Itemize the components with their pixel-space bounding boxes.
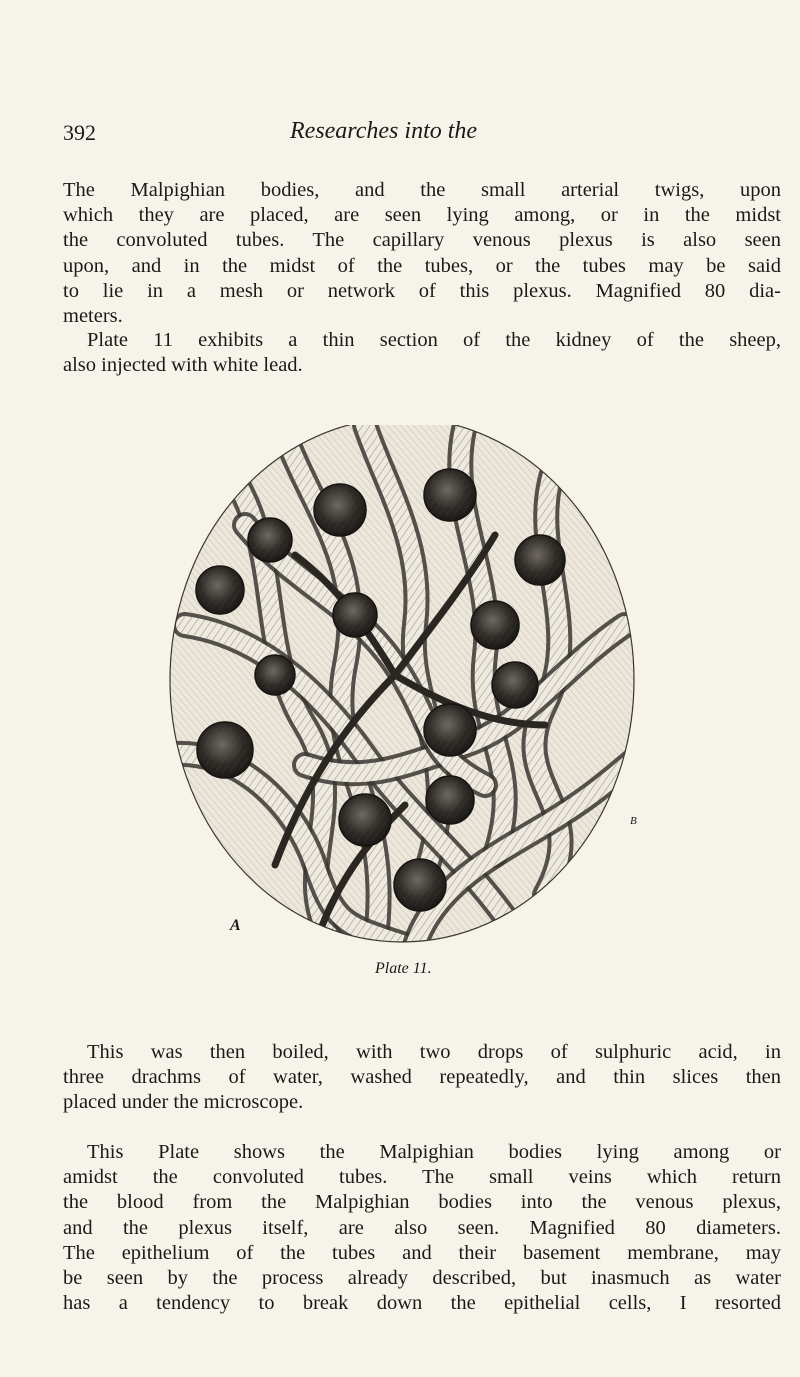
text-line: The epithelium of the tubes and their basement membrane, may bbox=[63, 1241, 781, 1264]
plate-11-illustration bbox=[165, 425, 640, 945]
text-line: has a tendency to break down the epithelial cells, I resorted bbox=[63, 1292, 781, 1315]
text-line: three drachms of water, washed repeatedly, and thin slices then bbox=[63, 1066, 781, 1089]
text-line: This was then boiled, with two drops of sulphuric acid, in bbox=[87, 1041, 781, 1063]
page-header bbox=[63, 120, 763, 160]
text-line: be seen by the process already described, but inasmuch as water bbox=[63, 1267, 781, 1290]
kidney-section-drawing bbox=[165, 425, 640, 945]
paragraph-malpighian-bodies bbox=[63, 178, 781, 329]
figure-label-a: A bbox=[230, 917, 241, 934]
glomerulus-texture bbox=[428, 473, 472, 517]
plate-caption: Plate 11. bbox=[375, 960, 432, 977]
paragraph-plate-11-intro bbox=[63, 328, 781, 378]
paragraph-plate-description bbox=[63, 1140, 781, 1316]
glomerulus-texture bbox=[252, 522, 288, 558]
glomerulus-texture bbox=[519, 539, 561, 581]
glomerulus-texture bbox=[318, 488, 362, 532]
glomerulus-texture bbox=[200, 570, 240, 610]
paragraph-preparation bbox=[63, 1040, 781, 1116]
text-line: amidst the convoluted tubes. The small veins which return bbox=[63, 1166, 781, 1189]
text-line: also injected with white lead. bbox=[63, 354, 303, 377]
text-line: the blood from the Malpighian bodies into the venous plexus, bbox=[63, 1191, 781, 1214]
text-line: placed under the microscope. bbox=[63, 1091, 304, 1114]
text-line: to lie in a mesh or network of this plexus. Magnified 80 dia- bbox=[63, 279, 781, 302]
text-line: This Plate shows the Malpighian bodies lying among or bbox=[87, 1141, 781, 1163]
glomerulus-texture bbox=[337, 597, 373, 633]
glomerulus-texture bbox=[475, 605, 515, 645]
text-line: which they are placed, are seen lying among, or in the midst bbox=[63, 204, 781, 227]
page-number: 392 bbox=[63, 120, 96, 145]
glomerulus-texture bbox=[496, 666, 534, 704]
text-line: Plate 11 exhibits a thin section of the kidney of the sheep, bbox=[87, 329, 781, 351]
text-line: The Malpighian bodies, and the small arterial twigs, upon bbox=[63, 179, 781, 201]
glomerulus-texture bbox=[398, 863, 442, 907]
text-line: and the plexus itself, are also seen. Magnified 80 diameters. bbox=[63, 1216, 781, 1239]
running-head: Researches into the bbox=[290, 118, 478, 144]
glomerulus-texture bbox=[428, 708, 472, 752]
text-line: the convoluted tubes. The capillary venous plexus is also seen bbox=[63, 229, 781, 252]
glomerulus-texture bbox=[201, 726, 249, 774]
glomerulus-texture bbox=[430, 780, 470, 820]
text-line: upon, and in the midst of the tubes, or the tubes may be said bbox=[63, 254, 781, 277]
glomerulus-texture bbox=[343, 798, 387, 842]
figure-label-b: B bbox=[630, 815, 637, 827]
text-line: meters. bbox=[63, 305, 123, 328]
glomerulus-texture bbox=[259, 659, 291, 691]
